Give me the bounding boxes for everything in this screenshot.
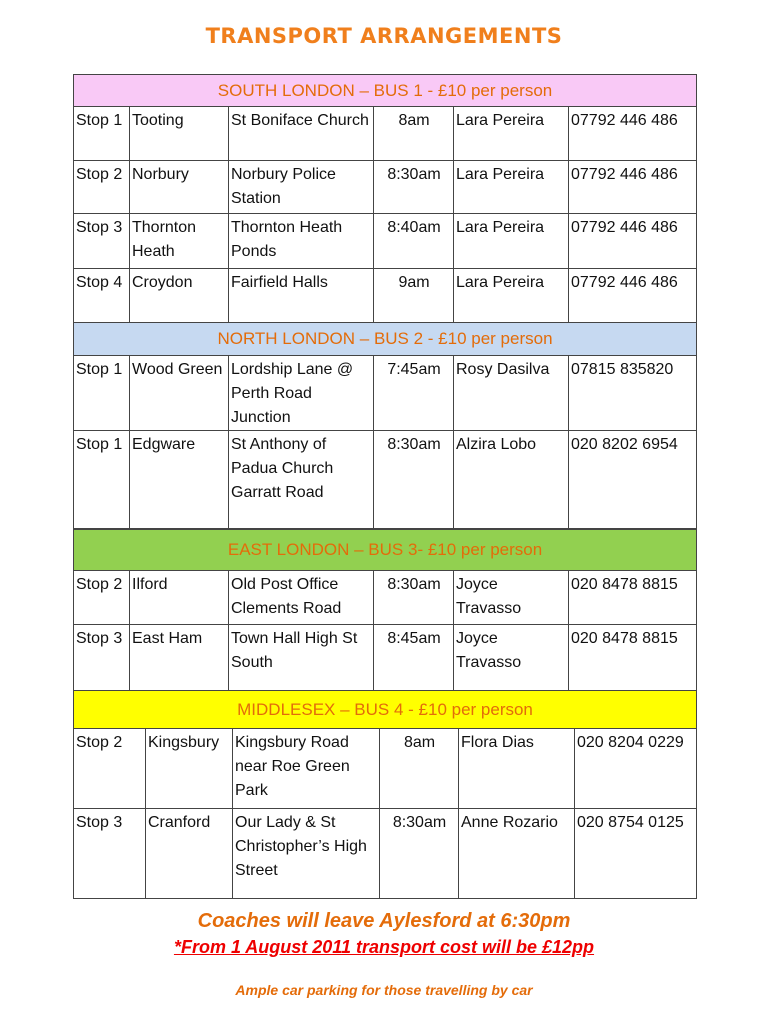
location-cell: Kingsbury Road near Roe Green Park — [233, 729, 380, 809]
stop-cell: Stop 3 — [74, 809, 146, 899]
stop-cell: Stop 1 — [74, 431, 130, 529]
parking-note: Ample car parking for those travelling by car — [235, 982, 533, 998]
area-cell: Ilford — [130, 571, 229, 625]
contact-cell: Rosy Dasilva — [454, 356, 569, 431]
table-row — [74, 431, 697, 529]
phone-cell: 07815 835820 — [569, 356, 697, 431]
stop-cell: Stop 1 — [74, 356, 130, 431]
location-cell: Norbury Police Station — [229, 161, 374, 214]
time-cell: 8:30am — [374, 571, 454, 625]
section-header: EAST LONDON – BUS 3- £10 per person — [74, 530, 697, 571]
page-title: TRANSPORT ARRANGEMENTS — [205, 24, 563, 48]
stop-cell: Stop 3 — [74, 625, 130, 691]
area-cell: Croydon — [130, 269, 229, 323]
location-cell: Fairfield Halls — [229, 269, 374, 323]
phone-cell: 07792 446 486 — [569, 214, 697, 269]
time-cell: 8:30am — [374, 161, 454, 214]
area-cell: Thornton Heath — [130, 214, 229, 269]
location-cell: Old Post Office Clements Road — [229, 571, 374, 625]
location-cell: St Boniface Church — [229, 107, 374, 161]
phone-cell: 020 8478 8815 — [569, 571, 697, 625]
time-cell: 8:30am — [380, 809, 459, 899]
table-row — [74, 809, 697, 899]
time-cell: 8:30am — [374, 431, 454, 529]
time-cell: 8am — [380, 729, 459, 809]
stop-cell: Stop 2 — [74, 729, 146, 809]
contact-cell: Lara Pereira — [454, 269, 569, 323]
time-cell: 7:45am — [374, 356, 454, 431]
phone-cell: 020 8202 6954 — [569, 431, 697, 529]
contact-cell: Lara Pereira — [454, 214, 569, 269]
contact-cell: Joyce Travasso — [454, 571, 569, 625]
bus-table-1 — [73, 74, 697, 323]
contact-cell: Lara Pereira — [454, 107, 569, 161]
area-cell: Norbury — [130, 161, 229, 214]
time-cell: 8am — [374, 107, 454, 161]
area-cell: Cranford — [146, 809, 233, 899]
phone-cell: 020 8478 8815 — [569, 625, 697, 691]
location-cell: Thornton Heath Ponds — [229, 214, 374, 269]
time-cell: 8:45am — [374, 625, 454, 691]
price-notice-text: *From 1 August 2011 transport cost will be £12pp — [173, 937, 595, 957]
stop-cell: Stop 3 — [74, 214, 130, 269]
area-cell: Wood Green — [130, 356, 229, 431]
departure-note: Coaches will leave Aylesford at 6:30pm — [197, 910, 571, 932]
table-row — [74, 356, 697, 431]
time-cell: 9am — [374, 269, 454, 323]
phone-cell: 020 8754 0125 — [575, 809, 697, 899]
section-header: NORTH LONDON – BUS 2 - £10 per person — [74, 323, 697, 356]
phone-cell: 07792 446 486 — [569, 161, 697, 214]
area-cell: East Ham — [130, 625, 229, 691]
contact-cell: Alzira Lobo — [454, 431, 569, 529]
phone-cell: 07792 446 486 — [569, 107, 697, 161]
table-row — [74, 625, 697, 691]
location-cell: St Anthony of Padua Church Garratt Road — [229, 431, 374, 529]
phone-cell: 07792 446 486 — [569, 269, 697, 323]
bus-table-2 — [73, 322, 697, 529]
contact-cell: Joyce Travasso — [454, 625, 569, 691]
table-row — [74, 269, 697, 323]
table-row — [74, 214, 697, 269]
area-cell: Kingsbury — [146, 729, 233, 809]
stop-cell: Stop 2 — [74, 161, 130, 214]
section-header: SOUTH LONDON – BUS 1 - £10 per person — [74, 75, 697, 107]
phone-cell: 020 8204 0229 — [575, 729, 697, 809]
stop-cell: Stop 2 — [74, 571, 130, 625]
table-row — [74, 729, 697, 809]
contact-cell: Lara Pereira — [454, 161, 569, 214]
section-header: MIDDLESEX – BUS 4 - £10 per person — [74, 691, 697, 729]
location-cell: Our Lady & St Christopher’s High Street — [233, 809, 380, 899]
price-notice — [0, 937, 768, 958]
stop-cell: Stop 4 — [74, 269, 130, 323]
stop-cell: Stop 1 — [74, 107, 130, 161]
bus-table-3 — [73, 529, 697, 691]
table-row — [74, 107, 697, 161]
table-row — [74, 571, 697, 625]
area-cell: Edgware — [130, 431, 229, 529]
location-cell: Town Hall High St South — [229, 625, 374, 691]
bus-table-4 — [73, 690, 697, 899]
area-cell: Tooting — [130, 107, 229, 161]
contact-cell: Anne Rozario — [459, 809, 575, 899]
time-cell: 8:40am — [374, 214, 454, 269]
contact-cell: Flora Dias — [459, 729, 575, 809]
table-row — [74, 161, 697, 214]
location-cell: Lordship Lane @ Perth Road Junction — [229, 356, 374, 431]
